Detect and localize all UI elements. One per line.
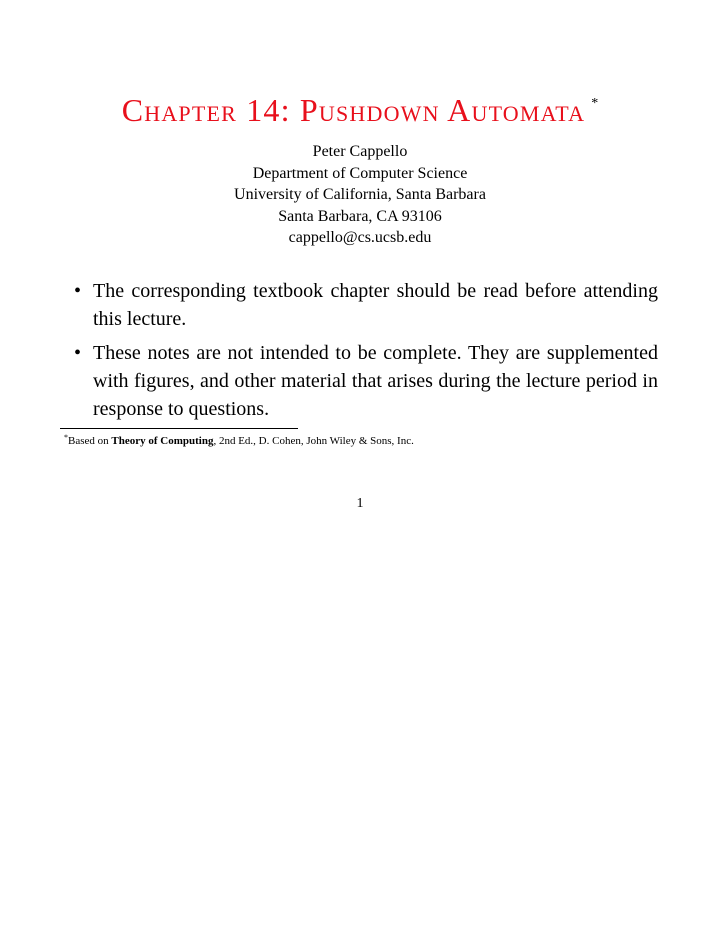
author-block [0,141,720,249]
author-department: Department of Computer Science [252,164,468,182]
bullet-text: These notes are not intended to be complete. They are supplemented with figures, and other material that arises during the lecture period in response to questions. [93,342,658,420]
footnote-marker: * [64,433,68,442]
author-name: Peter Cappello [312,143,408,160]
notes-bullet-list [74,277,658,429]
bullet-item [74,339,658,423]
footnote-suffix: , 2nd Ed., D. Cohen, John Wiley & Sons, Inc. [213,435,414,447]
chapter-title-text: Chapter 14: Pushdown Automata [121,92,586,128]
bullet-icon: • [74,280,82,302]
author-location: Santa Barbara, CA 93106 [278,207,442,225]
author-university: University of California, Santa Barbara [234,186,486,203]
bullet-text: The corresponding textbook chapter should be read before attending this lecture. [93,280,658,330]
bullet-item [74,277,658,333]
page-number: 1 [356,496,364,511]
footnote-divider [60,428,298,429]
bullet-icon: • [74,342,82,364]
footnote-book-title: Theory of Computing [111,435,214,447]
author-email: cappello@cs.ucsb.edu [288,229,432,246]
footnote-prefix: Based on [68,435,109,447]
chapter-title [0,84,720,130]
footnote [64,431,414,448]
title-footnote-marker: * [591,96,599,111]
